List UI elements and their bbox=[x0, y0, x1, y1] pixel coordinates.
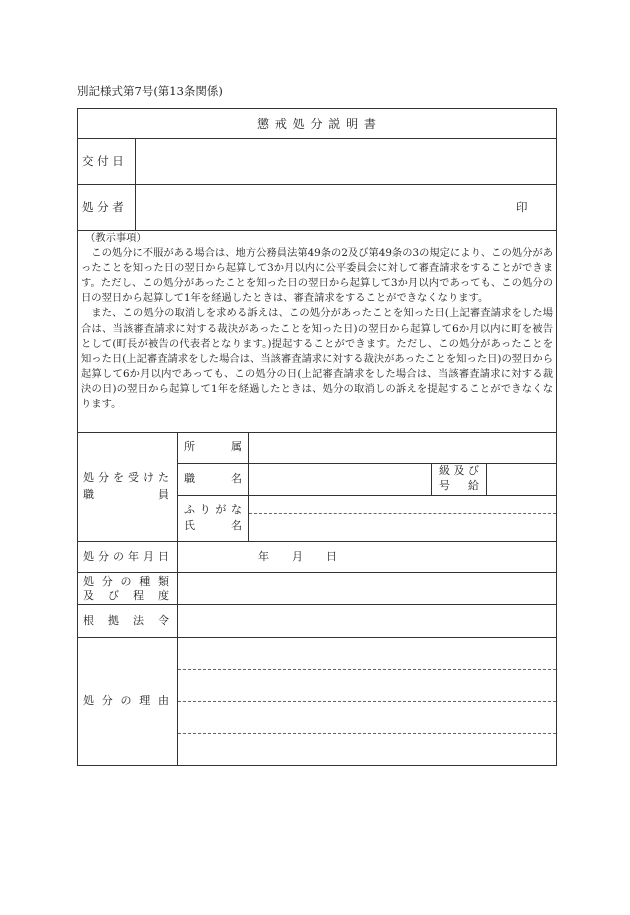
disposition-date-label: 処分の年月日 bbox=[83, 550, 169, 563]
kind-label-line2: 及び程度 bbox=[83, 589, 169, 602]
position-label: 職名 bbox=[184, 472, 242, 485]
disposition-year: 年 bbox=[258, 550, 269, 563]
seal-mark: 印 bbox=[516, 200, 528, 214]
notice-paragraph-1: この処分に不服がある場合は、地方公務員法第49条の2及び第49条の3の規定により、この処分があったことを知った日の翌日から起算して3か月以内に公平委員会に対して審査請求をすることができます。ただし、この処分があったことを知った日の翌日から起算して3か月以内であっても、この処分の日の翌日から起算して1年を経過したときは、審査請求をすることができなくなります。 bbox=[81, 247, 553, 305]
legal-basis-label: 根拠法令 bbox=[83, 614, 169, 627]
reason-label: 処分の理由 bbox=[83, 694, 169, 707]
name-label: 氏名 bbox=[184, 519, 242, 532]
form-number-label: 別記様式第7号(第13条関係) bbox=[77, 84, 223, 98]
document-title: 懲 戒 処 分 説 明 書 bbox=[257, 117, 377, 131]
notice-paragraph-2: また、この処分の取消しを求める訴えは、この処分があったことを知った日(上記審査請求をした場合は、当該審査請求に対する裁決があったことを知った日)の翌日から起算して6か月以内に町を被告として(町長が被告の代表者となります。)提起することができます。ただし、この処分があったことを知った日(上記審査請求をした場合は、当該審査請求に対する裁決があったことを知った日)の翌日から起算して6か月以内であっても、この処分の日(上記審査請求をした場合は、当該審査請求に対する裁決の日)の翌日から起算して1年を経過したときは、処分の取消しの訴えを提起することができなくなります。 bbox=[81, 307, 553, 411]
employee-label-line2: 職員 bbox=[83, 488, 169, 501]
kind-label-line1: 処分の種類 bbox=[83, 575, 169, 588]
employee-label-line1: 処分を受けた bbox=[83, 471, 169, 484]
grade-label-line1: 級及び bbox=[439, 464, 479, 477]
notice-section bbox=[81, 231, 553, 412]
furigana-label: ふりがな bbox=[184, 503, 242, 516]
issue-date-label: 交 付 日 bbox=[82, 154, 124, 168]
notice-heading: （教示事項） bbox=[85, 232, 147, 244]
affiliation-label: 所属 bbox=[184, 440, 242, 453]
grade-label-line2: 号給 bbox=[439, 479, 479, 492]
disposition-day: 日 bbox=[326, 550, 337, 563]
disposition-month: 月 bbox=[292, 550, 303, 563]
disposer-label: 処 分 者 bbox=[82, 200, 124, 214]
